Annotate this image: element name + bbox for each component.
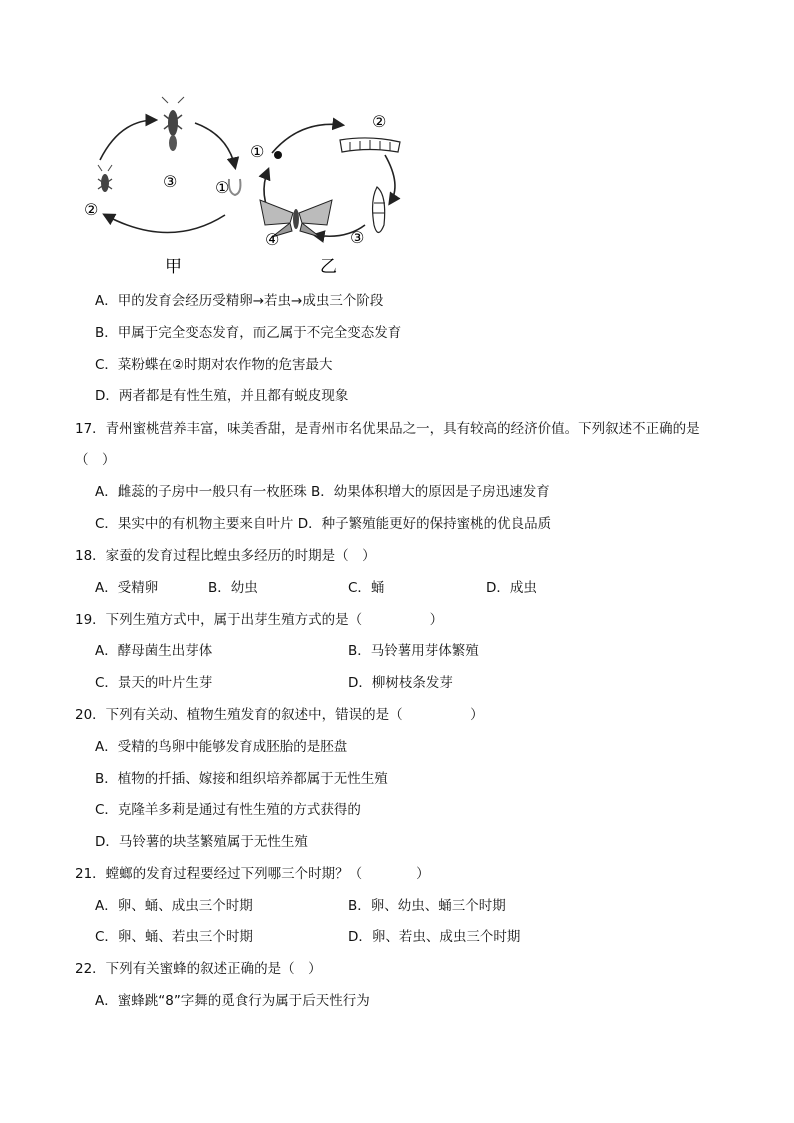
q16-option-d: D．两者都是有性生殖，并且都有蜕皮现象 — [95, 388, 349, 404]
q18-stem: 18．家蚕的发育过程比蝗虫多经历的时期是（ ） — [75, 548, 376, 564]
q21-option-d: D．卵、若虫、成虫三个时期 — [348, 929, 521, 945]
q18-option-c: C．蛹 — [348, 580, 385, 596]
life-cycle-figure — [60, 95, 440, 280]
jia-arrow-top-right — [195, 123, 235, 167]
q21-stem: 21．螳螂的发育过程要经过下列哪三个时期？（ ） — [75, 866, 430, 882]
jia-adult-insect-icon — [162, 97, 184, 151]
caption-yi: 乙 — [320, 257, 337, 277]
yi-marker-1: ① — [250, 142, 265, 161]
q21-option-a: A．卵、蛹、成虫三个时期 — [95, 898, 253, 914]
yi-marker-3: ③ — [350, 228, 365, 247]
jia-arrow-top-left — [100, 120, 155, 160]
q17-answer-paren: （ ） — [75, 452, 116, 468]
caption-jia: 甲 — [165, 257, 182, 277]
q20-stem: 20．下列有关动、植物生殖发育的叙述中，错误的是（ ） — [75, 707, 484, 723]
q16-option-c: C．菜粉蝶在②时期对农作物的危害最大 — [95, 357, 333, 373]
yi-egg-icon — [274, 151, 282, 159]
q17-options-cd: C．果实中的有机物主要来自叶片 D．种子繁殖能更好的保持蜜桃的优良品质 — [95, 516, 552, 532]
q20-option-a: A．受精的鸟卵中能够发育成胚胎的是胚盘 — [95, 739, 348, 755]
yi-arrow-right — [385, 155, 395, 203]
yi-arrow-top — [272, 124, 342, 153]
jia-egg-icon — [229, 179, 241, 195]
q19-option-d: D．柳树枝条发芽 — [348, 675, 453, 691]
yi-pupa-icon — [373, 187, 385, 233]
q16-option-b: B．甲属于完全变态发育，而乙属于不完全变态发育 — [95, 325, 402, 341]
q16-option-a: A．甲的发育会经历受精卵→若虫→成虫三个阶段 — [95, 293, 384, 309]
q19-stem: 19．下列生殖方式中，属于出芽生殖方式的是（ ） — [75, 612, 444, 628]
q20-option-b: B．植物的扦插、嫁接和组织培养都属于无性生殖 — [95, 771, 388, 787]
q18-option-d: D．成虫 — [486, 580, 537, 596]
jia-marker-2: ② — [84, 200, 99, 219]
q20-option-c: C．克隆羊多莉是通过有性生殖的方式获得的 — [95, 802, 361, 818]
jia-marker-3: ③ — [163, 172, 178, 191]
q22-option-a: A．蜜蜂跳“8”字舞的觅食行为属于后天性行为 — [95, 993, 370, 1009]
life-cycle-diagram — [60, 95, 440, 280]
q17-options-ab: A．雌蕊的子房中一般只有一枚胚珠 B．幼果体积增大的原因是子房迅速发育 — [95, 484, 550, 500]
q18-option-a: A．受精卵 — [95, 580, 159, 596]
q22-stem: 22．下列有关蜜蜂的叙述正确的是（ ） — [75, 961, 322, 977]
jia-arrow-bottom — [105, 215, 225, 233]
q20-option-d: D．马铃薯的块茎繁殖属于无性生殖 — [95, 834, 308, 850]
jia-marker-1: ① — [215, 178, 230, 197]
q21-option-c: C．卵、蛹、若虫三个时期 — [95, 929, 253, 945]
yi-marker-4: ④ — [265, 230, 280, 249]
q19-option-a: A．酵母菌生出芽体 — [95, 643, 213, 659]
q18-option-b: B．幼虫 — [208, 580, 258, 596]
q17-stem: 17．青州蜜桃营养丰富，味美香甜，是青州市名优果品之一，具有较高的经济价值。下列叙述不正确的是 — [75, 421, 700, 437]
q19-option-b: B．马铃薯用芽体繁殖 — [348, 643, 479, 659]
yi-marker-2: ② — [372, 112, 387, 131]
q21-option-b: B．卵、幼虫、蛹三个时期 — [348, 898, 506, 914]
jia-nymph-insect-icon — [98, 165, 112, 192]
yi-larva-icon — [340, 138, 400, 152]
q19-option-c: C．景天的叶片生芽 — [95, 675, 213, 691]
